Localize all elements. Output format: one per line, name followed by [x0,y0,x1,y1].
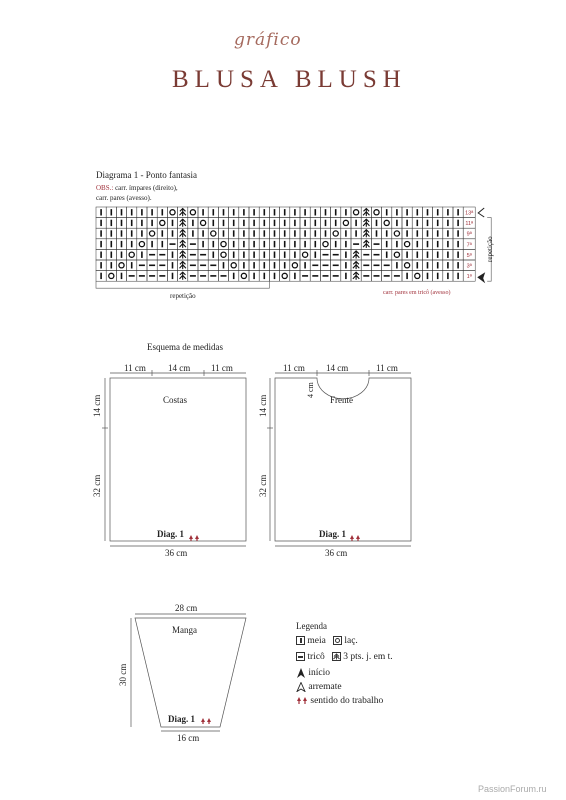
costas-label: Costas [163,395,188,405]
frente-label: Frente [330,395,353,405]
legend-row-1 [296,636,358,646]
legend-row-2 [296,652,393,662]
legend-sentido: sentido do trabalho [310,696,384,706]
row-label: 3ª [466,263,472,270]
frente-top-right: 11 cm [376,363,398,373]
row-label: 13ª [465,210,474,217]
obs-line2: carr. pares (avesso). [96,194,152,202]
start-arrow-icon [296,668,306,678]
row-label: 11ª [465,221,474,228]
manga-label: Manga [172,625,197,635]
yarn-over-symbol-icon [333,636,342,645]
row-label: 1ª [466,274,472,281]
manga-side: 30 cm [118,663,128,686]
knit-symbol-icon [296,636,305,645]
obs-label: OBS.: [96,184,114,192]
legend-row-3 [296,668,330,678]
page-title: BLUSA BLUSH [172,66,407,93]
measures-title: Esquema de medidas [147,342,223,352]
direction-arrow-icon [296,696,308,705]
pares-note: carr. pares em tricô (avesso) [383,290,451,296]
script-title: gráfico [234,30,302,50]
legend-arremate: arremate [308,682,342,693]
frente-side-bottom: 32 cm [258,474,268,497]
legend-inicio: início [308,668,331,679]
costas-top-mid: 14 cm [168,363,191,373]
k3tog-symbol-icon [332,652,341,661]
legend-lac: laç. [344,636,358,646]
legend-tres-pts: 3 pts. j. em t. [343,652,393,662]
manga-diag: Diag. 1 [168,714,195,724]
costas-top-left: 11 cm [124,363,146,373]
legend-trico: tricô [307,652,325,662]
row-label: 5ª [466,252,472,259]
legend-row-5 [296,696,383,706]
diagram-title: Diagrama 1 - Ponto fantasia [96,170,197,180]
finish-arrow-icon [296,682,306,692]
frente-neck-depth: 4 cm [306,382,315,398]
costas-side-top: 14 cm [92,394,102,417]
manga-bottom: 16 cm [177,733,200,743]
costas-side-bottom: 32 cm [92,474,102,497]
side-repeat-label: repetição [486,236,494,262]
row-label: 7ª [466,242,472,249]
obs-line1: carr. ímpares (direito), [115,184,178,192]
costas-bottom: 36 cm [165,548,188,558]
costas-top-right: 11 cm [211,363,233,373]
legend-meia: meia [307,636,326,646]
frente-diag: Diag. 1 [319,529,346,539]
watermark: PassionForum.ru [478,784,547,794]
frente-top-mid: 14 cm [326,363,349,373]
frente-top-left: 11 cm [283,363,305,373]
repeat-label: repetição [170,292,196,300]
frente-bottom: 36 cm [325,548,348,558]
legend-row-4 [296,682,342,692]
frente-side-top: 14 cm [258,394,268,417]
manga-top: 28 cm [175,603,198,613]
costas-diag: Diag. 1 [157,529,184,539]
purl-symbol-icon [296,652,305,661]
legend-title: Legenda [296,621,327,631]
row-label: 9ª [466,231,472,238]
